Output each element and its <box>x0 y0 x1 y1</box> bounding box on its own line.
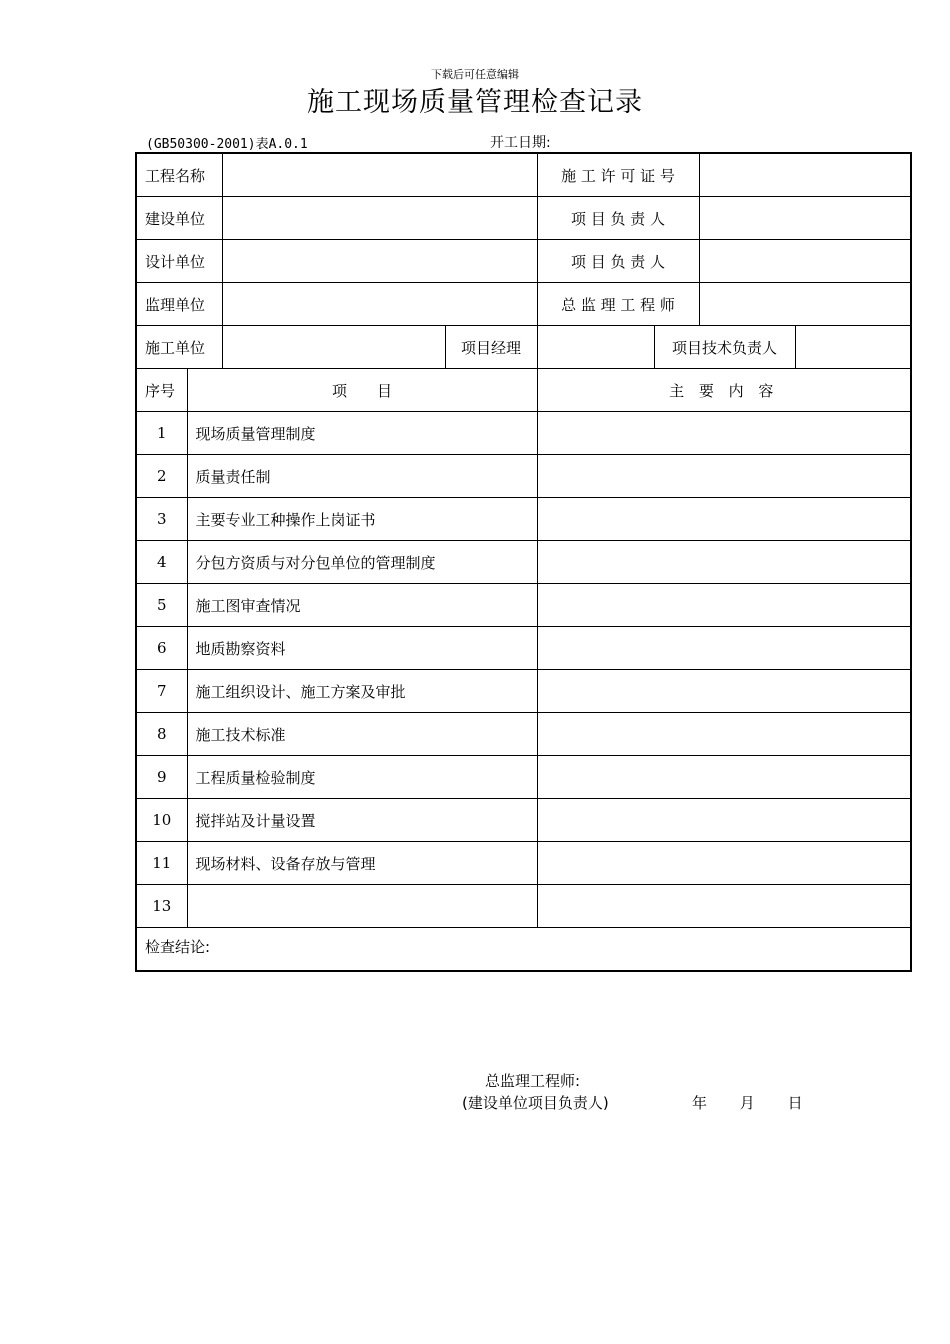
item-name: 搅拌站及计量设置 <box>187 799 537 842</box>
item-rows <box>136 412 911 928</box>
item-number: 7 <box>136 670 187 713</box>
design-unit-label: 设计单位 <box>136 240 222 283</box>
item-number: 1 <box>136 412 187 455</box>
item-number: 11 <box>136 842 187 885</box>
item-number: 6 <box>136 627 187 670</box>
owner-manager-field[interactable] <box>699 197 911 240</box>
table-row <box>136 670 911 713</box>
item-name: 质量责任制 <box>187 455 537 498</box>
quality-check-form <box>135 152 912 1112</box>
table-row <box>136 541 911 584</box>
owner-unit-label: 建设单位 <box>136 197 222 240</box>
table-row <box>136 412 911 455</box>
chief-supervisor-field[interactable] <box>699 283 911 326</box>
item-name <box>187 885 537 928</box>
table-row <box>136 799 911 842</box>
item-content-field[interactable] <box>537 498 911 541</box>
design-manager-field[interactable] <box>699 240 911 283</box>
item-header: 项 目 <box>187 369 537 412</box>
row-project-name <box>136 153 911 197</box>
item-name: 工程质量检验制度 <box>187 756 537 799</box>
design-manager-label: 项 目 负 责 人 <box>537 240 699 283</box>
item-number: 9 <box>136 756 187 799</box>
month-label: 月 <box>739 1094 755 1112</box>
standard-code: (GB50300-2001)表A.0.1 <box>146 137 308 152</box>
table-row <box>136 455 911 498</box>
table-row <box>136 627 911 670</box>
supervision-unit-field[interactable] <box>222 283 537 326</box>
project-manager-label: 项目经理 <box>445 326 537 369</box>
table-row <box>136 498 911 541</box>
permit-no-label: 施 工 许 可 证 号 <box>537 153 699 197</box>
chief-supervisor-signature-label: 总监理工程师: <box>485 1072 581 1090</box>
item-number: 8 <box>136 713 187 756</box>
conclusion-label: 检查结论: <box>145 938 211 956</box>
item-number: 4 <box>136 541 187 584</box>
item-name: 现场材料、设备存放与管理 <box>187 842 537 885</box>
item-content-field[interactable] <box>537 455 911 498</box>
item-name: 施工图审查情况 <box>187 584 537 627</box>
item-number: 13 <box>136 885 187 928</box>
download-note: 下载后可任意编辑 <box>431 68 519 81</box>
owner-manager-label: 项 目 负 责 人 <box>537 197 699 240</box>
item-content-field[interactable] <box>537 799 911 842</box>
item-content-field[interactable] <box>537 885 911 928</box>
item-content-field[interactable] <box>537 627 911 670</box>
item-name: 分包方资质与对分包单位的管理制度 <box>187 541 537 584</box>
owner-manager-signature-label: (建设单位项目负责人) <box>462 1094 609 1112</box>
chief-supervisor-label: 总 监 理 工 程 师 <box>537 283 699 326</box>
table-row <box>136 842 911 885</box>
page-title: 施工现场质量管理检查记录 <box>307 87 643 118</box>
tech-manager-field[interactable] <box>795 326 911 369</box>
seq-header: 序号 <box>136 369 187 412</box>
item-content-field[interactable] <box>537 756 911 799</box>
item-content-field[interactable] <box>537 412 911 455</box>
item-content-field[interactable] <box>537 713 911 756</box>
item-number: 2 <box>136 455 187 498</box>
owner-unit-field[interactable] <box>222 197 537 240</box>
item-number: 5 <box>136 584 187 627</box>
item-name: 现场质量管理制度 <box>187 412 537 455</box>
item-number: 10 <box>136 799 187 842</box>
row-owner-unit <box>136 197 911 240</box>
item-name: 主要专业工种操作上岗证书 <box>187 498 537 541</box>
item-number: 3 <box>136 498 187 541</box>
table-row <box>136 885 911 928</box>
start-date-label: 开工日期: <box>490 135 551 151</box>
construction-unit-label: 施工单位 <box>136 326 222 369</box>
item-content-field[interactable] <box>537 584 911 627</box>
conclusion-cell[interactable] <box>136 928 911 1112</box>
item-content-field[interactable] <box>537 842 911 885</box>
item-name: 地质勘察资料 <box>187 627 537 670</box>
table-row <box>136 756 911 799</box>
year-label: 年 <box>692 1094 708 1112</box>
construction-unit-field[interactable] <box>222 326 445 369</box>
item-content-field[interactable] <box>537 541 911 584</box>
sign-date <box>692 1092 821 1113</box>
permit-no-field[interactable] <box>699 153 911 197</box>
row-conclusion <box>136 928 911 972</box>
item-name: 施工组织设计、施工方案及审批 <box>187 670 537 713</box>
row-items-header <box>136 369 911 412</box>
row-construction-unit <box>136 326 911 369</box>
tech-manager-label: 项目技术负责人 <box>654 326 795 369</box>
row-design-unit <box>136 240 911 283</box>
table-row <box>136 584 911 627</box>
supervision-unit-label: 监理单位 <box>136 283 222 326</box>
item-name: 施工技术标准 <box>187 713 537 756</box>
day-label: 日 <box>787 1094 803 1112</box>
table-row <box>136 713 911 756</box>
content-header: 主 要 内 容 <box>537 369 911 412</box>
row-supervision-unit <box>136 283 911 326</box>
design-unit-field[interactable] <box>222 240 537 283</box>
project-manager-field[interactable] <box>537 326 654 369</box>
project-name-label: 工程名称 <box>136 153 222 197</box>
item-content-field[interactable] <box>537 670 911 713</box>
project-name-field[interactable] <box>222 153 537 197</box>
